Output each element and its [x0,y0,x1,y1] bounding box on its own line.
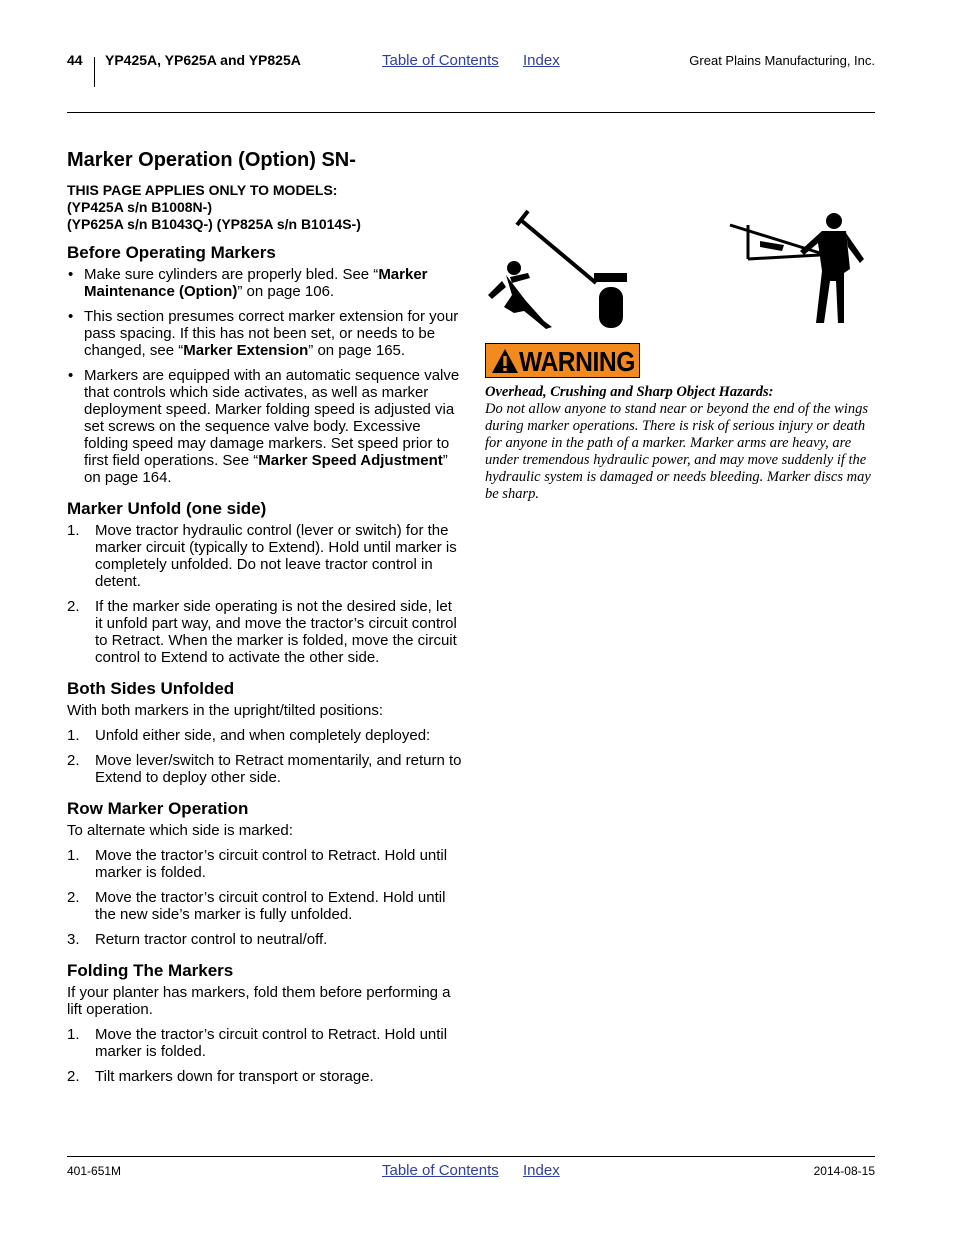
list-item [67,522,462,590]
falling-marker-icon [488,211,627,329]
step-number: 2. [67,598,80,615]
step-number: 1. [67,1026,80,1043]
section-heading-before: Before Operating Markers [67,243,276,262]
item-text: ” on page 165. [308,342,406,359]
list-item [67,847,462,881]
item-text: ” on page 106. [237,283,335,300]
footer-rule [67,1156,875,1157]
unfold-steps [67,522,462,666]
step-text: Unfold either side, and when completely deployed: [95,727,431,744]
footer-toc-link[interactable]: Table of Contents [382,1162,499,1179]
cross-reference: Marker Extension [183,342,309,359]
both-intro: With both markers in the upright/tilted positions: [67,702,383,719]
page-title: Marker Operation (Option) SN- [67,149,356,171]
section-heading-unfold: Marker Unfold (one side) [67,499,267,518]
cross-reference: Marker Speed Adjustment [258,452,443,469]
cross-reference: Marker Maintenance (Option) [84,266,428,300]
step-number: 2. [67,752,80,769]
step-text: Return tractor control to neutral/off. [95,931,328,948]
page-number: 44 [67,52,83,68]
hazard-illustration [484,203,874,343]
swinging-marker-icon [730,213,864,323]
list-item [67,308,462,359]
step-text: Tilt markers down for transport or storage. [95,1068,374,1085]
list-item [67,931,462,948]
step-text: Move the tractor’s circuit control to Retract. Hold until marker is folded. [95,847,448,881]
section-heading-row: Row Marker Operation [67,799,249,818]
document-number: 401-651M [67,1164,122,1178]
list-item [67,1068,462,1085]
folding-steps [67,1026,462,1085]
warning-text: Do not allow anyone to stand near or beyond the end of the wings during marker operations. There is risk of serious injury or death for anyone in the path of a marker. Marker arms are heavy, are under tremendous hydraulic power, and may move suddenly if the hydraulic system is damaged or needs bleeding. Marker discs may be sharp. [485,401,871,502]
header-divider [94,57,95,87]
list-item [67,889,462,923]
step-text: If the marker side operating is not the desired side, let it unfold part way, and move the tractor’s circuit control to Retract. When the marker is folded, move the circuit control to Extend to activate the other side. [95,598,457,666]
step-number: 1. [67,847,80,864]
warning-message [485,384,877,503]
step-number: 1. [67,522,80,539]
row-steps [67,847,462,948]
both-steps [67,727,462,786]
applies-line: THIS PAGE APPLIES ONLY TO MODELS: [67,182,338,198]
item-text: This section presumes correct marker extension for your pass spacing. If this has not been set, or needs to be changed, see “ [84,308,459,359]
warning-triangle-icon [491,348,519,374]
step-number: 2. [67,889,80,906]
document-title: YP425A, YP625A and YP825A [105,52,301,68]
company-name: Great Plains Manufacturing, Inc. [689,53,875,68]
warning-title: Overhead, Crushing and Sharp Object Hazards: [485,384,774,400]
warning-badge [485,343,640,378]
applies-line: (YP425A s/n B1008N-) [67,199,212,215]
folding-intro: If your planter has markers, fold them before performing a lift operation. [67,984,451,1018]
section-heading-both: Both Sides Unfolded [67,679,235,698]
section-heading-folding: Folding The Markers [67,961,234,980]
publication-date: 2014-08-15 [813,1164,875,1178]
step-text: Move tractor hydraulic control (lever or switch) for the marker circuit (typically to Extend). Hold until marker is completely unfolded. Do not leave tractor control in detent. [95,522,457,590]
step-text: Move the tractor’s circuit control to Retract. Hold until marker is folded. [95,1026,448,1060]
step-number: 1. [67,727,80,744]
list-item [67,727,462,744]
step-number: 3. [67,931,80,948]
header-index-link[interactable]: Index [523,52,560,69]
list-item [67,367,462,486]
row-intro: To alternate which side is marked: [67,822,293,839]
before-list [67,266,462,486]
step-number: 2. [67,1068,80,1085]
list-item [67,598,462,666]
header-toc-link[interactable]: Table of Contents [382,52,499,69]
applies-models [67,182,462,233]
applies-line: (YP625A s/n B1043Q-) (YP825A s/n B1014S-) [67,216,361,232]
warning-label: WARNING [519,346,636,377]
list-item [67,266,462,300]
main-content [67,148,462,1097]
step-text: Move lever/switch to Retract momentarily, and return to Extend to deploy other side. [95,752,462,786]
item-text: Markers are equipped with an automatic sequence valve that controls which side activates, as well as marker deployment speed. Marker folding speed is adjusted via set screws on the sequence valve body. Excessive folding speed may damage markers. Set speed prior to first field operations. See “ [84,367,460,469]
item-text: Make sure cylinders are properly bled. See “ [84,266,379,283]
list-item [67,752,462,786]
header-rule [67,112,875,113]
footer-index-link[interactable]: Index [523,1162,560,1179]
list-item [67,1026,462,1060]
item-text: ” on page 164. [84,452,448,486]
step-text: Move the tractor’s circuit control to Extend. Hold until the new side’s marker is fully unfolded. [95,889,446,923]
